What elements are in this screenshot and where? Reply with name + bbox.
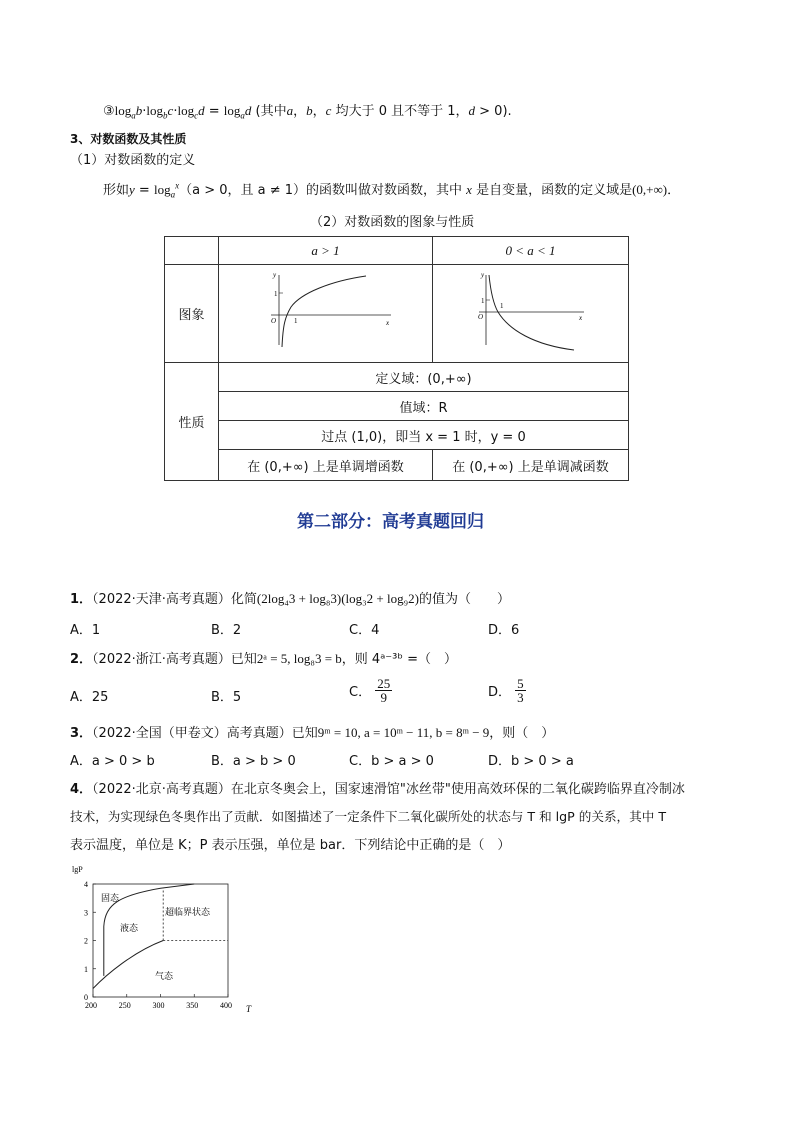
q2-text: 已知 bbox=[230, 652, 257, 667]
region-solid: 固态 bbox=[101, 894, 120, 904]
tick-y-one: 1 bbox=[273, 290, 277, 298]
q2-option-b[interactable]: B．5 bbox=[211, 690, 242, 705]
q1-option-c[interactable]: C．4 bbox=[349, 623, 380, 638]
q1-text: 化简 bbox=[230, 592, 257, 607]
q3-source: （2022·全国（甲卷文）高考真题） bbox=[92, 726, 292, 741]
section3-heading: 3、对数函数及其性质 bbox=[70, 132, 187, 146]
y-tick-label: 0 bbox=[84, 993, 88, 1002]
q2-option-c-fraction bbox=[375, 677, 392, 704]
note-prefix: (其中 bbox=[255, 104, 287, 119]
log-properties-table bbox=[164, 236, 629, 481]
graph-decreasing bbox=[434, 265, 627, 358]
q3-tail: ，则（ ） bbox=[489, 726, 555, 741]
x-tick-label: 200 bbox=[85, 1001, 97, 1010]
def-cond: （a > 0，且 a ≠ 1）的函数叫做对数函数，其中 bbox=[179, 183, 463, 198]
phase-xlabel: T bbox=[246, 1004, 252, 1014]
q1-number: 1． bbox=[70, 592, 93, 607]
header-a-between bbox=[433, 237, 629, 265]
q2-source: （2022·浙江·高考真题） bbox=[92, 652, 231, 667]
header-a-gt-1: a > 1 bbox=[219, 237, 433, 265]
y-tick-label: 1 bbox=[84, 964, 88, 974]
graph-decreasing-cell bbox=[433, 265, 629, 363]
q1-option-b[interactable]: B．2 bbox=[211, 623, 242, 638]
origin-label-2: O bbox=[478, 313, 484, 321]
def-domain: (0,+∞) bbox=[632, 182, 668, 197]
tick-x-one: 1 bbox=[293, 317, 297, 325]
q1-source: （2022·天津·高考真题） bbox=[92, 592, 231, 607]
tick-x-one-2: 1 bbox=[500, 302, 504, 310]
q2-option-c-label: C． bbox=[349, 685, 372, 700]
region-supercritical: 超临界状态 bbox=[165, 908, 211, 918]
frac-d-den: 3 bbox=[517, 690, 524, 705]
q3-number: 3． bbox=[70, 726, 93, 741]
log-identity-line: $③\log_ab\cdot\log_bc\cdot\log_cd = \log_ad$ (其中a，b，c 均大于 0 且不等于 1，d > 0). bbox=[103, 103, 512, 121]
q2-option-a[interactable]: A．25 bbox=[70, 690, 109, 705]
question-2 bbox=[70, 648, 457, 667]
q1-tail: 的值为（ ） bbox=[418, 592, 510, 607]
question-1 bbox=[70, 588, 510, 607]
q2-expr: 2ᵃ = 5, log₈3 = b bbox=[256, 651, 342, 666]
q3-option-b[interactable]: B．a > b > 0 bbox=[211, 754, 296, 769]
section3-sub2: （2）对数函数的图象与性质 bbox=[310, 215, 475, 230]
def-var: 是自变量，函数的定义域是 bbox=[476, 183, 633, 198]
prop-domain: 定义域：(0,+∞) bbox=[219, 363, 629, 392]
phase-ylabel: lgP bbox=[72, 865, 83, 874]
question-4-line1 bbox=[70, 778, 685, 797]
x-tick-label: 300 bbox=[152, 1001, 165, 1010]
q2-option-c[interactable] bbox=[349, 677, 392, 704]
region-liquid: 液态 bbox=[120, 924, 139, 934]
graph-increasing-cell bbox=[219, 265, 433, 363]
q4-line1-text: 在北京冬奥会上，国家速滑馆"冰丝带"使用高效环保的二氧化碳跨临界直冷制冰 bbox=[230, 782, 685, 797]
q3-option-a[interactable]: A．a > 0 > b bbox=[70, 754, 155, 769]
q1-option-d[interactable]: D．6 bbox=[488, 623, 520, 638]
q3-text: 已知 bbox=[291, 726, 318, 741]
y-tick-label: 3 bbox=[84, 908, 88, 918]
prop-increasing: 在 (0,+∞) 上是单调增函数 bbox=[219, 450, 433, 481]
frac-c-num: 25 bbox=[377, 676, 391, 691]
question-3 bbox=[70, 722, 554, 741]
q2-option-d-fraction bbox=[515, 677, 526, 704]
q4-source: （2022·北京·高考真题） bbox=[92, 782, 231, 797]
prop-range: 值域：R bbox=[219, 392, 629, 421]
q4-number: 4． bbox=[70, 782, 93, 797]
x-tick-label: 250 bbox=[118, 1001, 131, 1010]
q2-option-d[interactable] bbox=[488, 677, 526, 704]
frac-c-den: 9 bbox=[380, 690, 387, 705]
axis-y-label: y bbox=[272, 271, 276, 279]
co2-phase-diagram bbox=[70, 862, 260, 1022]
q1-option-a[interactable]: A．1 bbox=[70, 623, 101, 638]
log-function-definition: 形如$y = \log_a^x(a > 0$，且 a ≠ 1）的函数叫做对数函数，其中 x 是自变量，函数的定义域是(0,+∞)． bbox=[103, 180, 681, 200]
region-gas: 气态 bbox=[155, 972, 174, 982]
def-prefix: 形如 bbox=[103, 183, 130, 198]
axis-x-label-2: x bbox=[579, 314, 583, 322]
y-tick-label: 2 bbox=[84, 936, 88, 946]
header-a-between-text: 0 < a < 1 bbox=[505, 242, 556, 258]
question-4-line2: 技术，为实现绿色冬奥作出了贡献．如图描述了一定条件下二氧化碳所处的状态与 T 和 lgP 的关系，其中 T bbox=[70, 809, 667, 824]
section3-sub1: （1）对数函数的定义 bbox=[70, 153, 196, 168]
x-tick-label: 400 bbox=[220, 1001, 232, 1010]
prop-fixed-point: 过点 (1,0)，即当 x = 1 时，y = 0 bbox=[219, 421, 629, 450]
q2-tail: ，则 4ᵃ⁻³ᵇ =（ ） bbox=[341, 652, 457, 667]
q3-option-c[interactable]: C．b > a > 0 bbox=[349, 754, 434, 769]
q1-expr: (2log₄3 + log₈3)(log₃2 + log₉2) bbox=[256, 591, 419, 606]
table-corner bbox=[165, 237, 219, 265]
question-4-line3: 表示温度，单位是 K；P 表示压强，单位是 bar．下列结论中正确的是（ ） bbox=[70, 838, 511, 853]
frac-d-num: 5 bbox=[517, 676, 524, 691]
prop-decreasing: 在 (0,+∞) 上是单调减函数 bbox=[433, 450, 629, 481]
q2-number: 2． bbox=[70, 652, 93, 667]
row-props-label: 性质 bbox=[165, 363, 219, 481]
q3-expr: 9ᵐ = 10, a = 10ᵐ − 11, b = 8ᵐ − 9 bbox=[317, 725, 490, 740]
part2-title: 第二部分：高考真题回归 bbox=[297, 512, 484, 532]
q2-option-d-label: D． bbox=[488, 685, 512, 700]
tick-y-one-2: 1 bbox=[481, 297, 485, 305]
axis-x-label: x bbox=[385, 319, 389, 327]
circled-marker: ③ bbox=[103, 104, 115, 119]
note-end: ). bbox=[502, 104, 512, 119]
q3-option-d[interactable]: D．b > 0 > a bbox=[488, 754, 574, 769]
graph-increasing bbox=[221, 265, 431, 358]
origin-label: O bbox=[270, 317, 276, 325]
row-graph-label: 图象 bbox=[165, 265, 219, 363]
y-tick-label: 4 bbox=[84, 880, 88, 889]
axis-y-label-2: y bbox=[481, 271, 485, 279]
x-tick-label: 350 bbox=[186, 1001, 199, 1010]
note-mid: 均大于 0 且不等于 1， bbox=[335, 104, 469, 119]
